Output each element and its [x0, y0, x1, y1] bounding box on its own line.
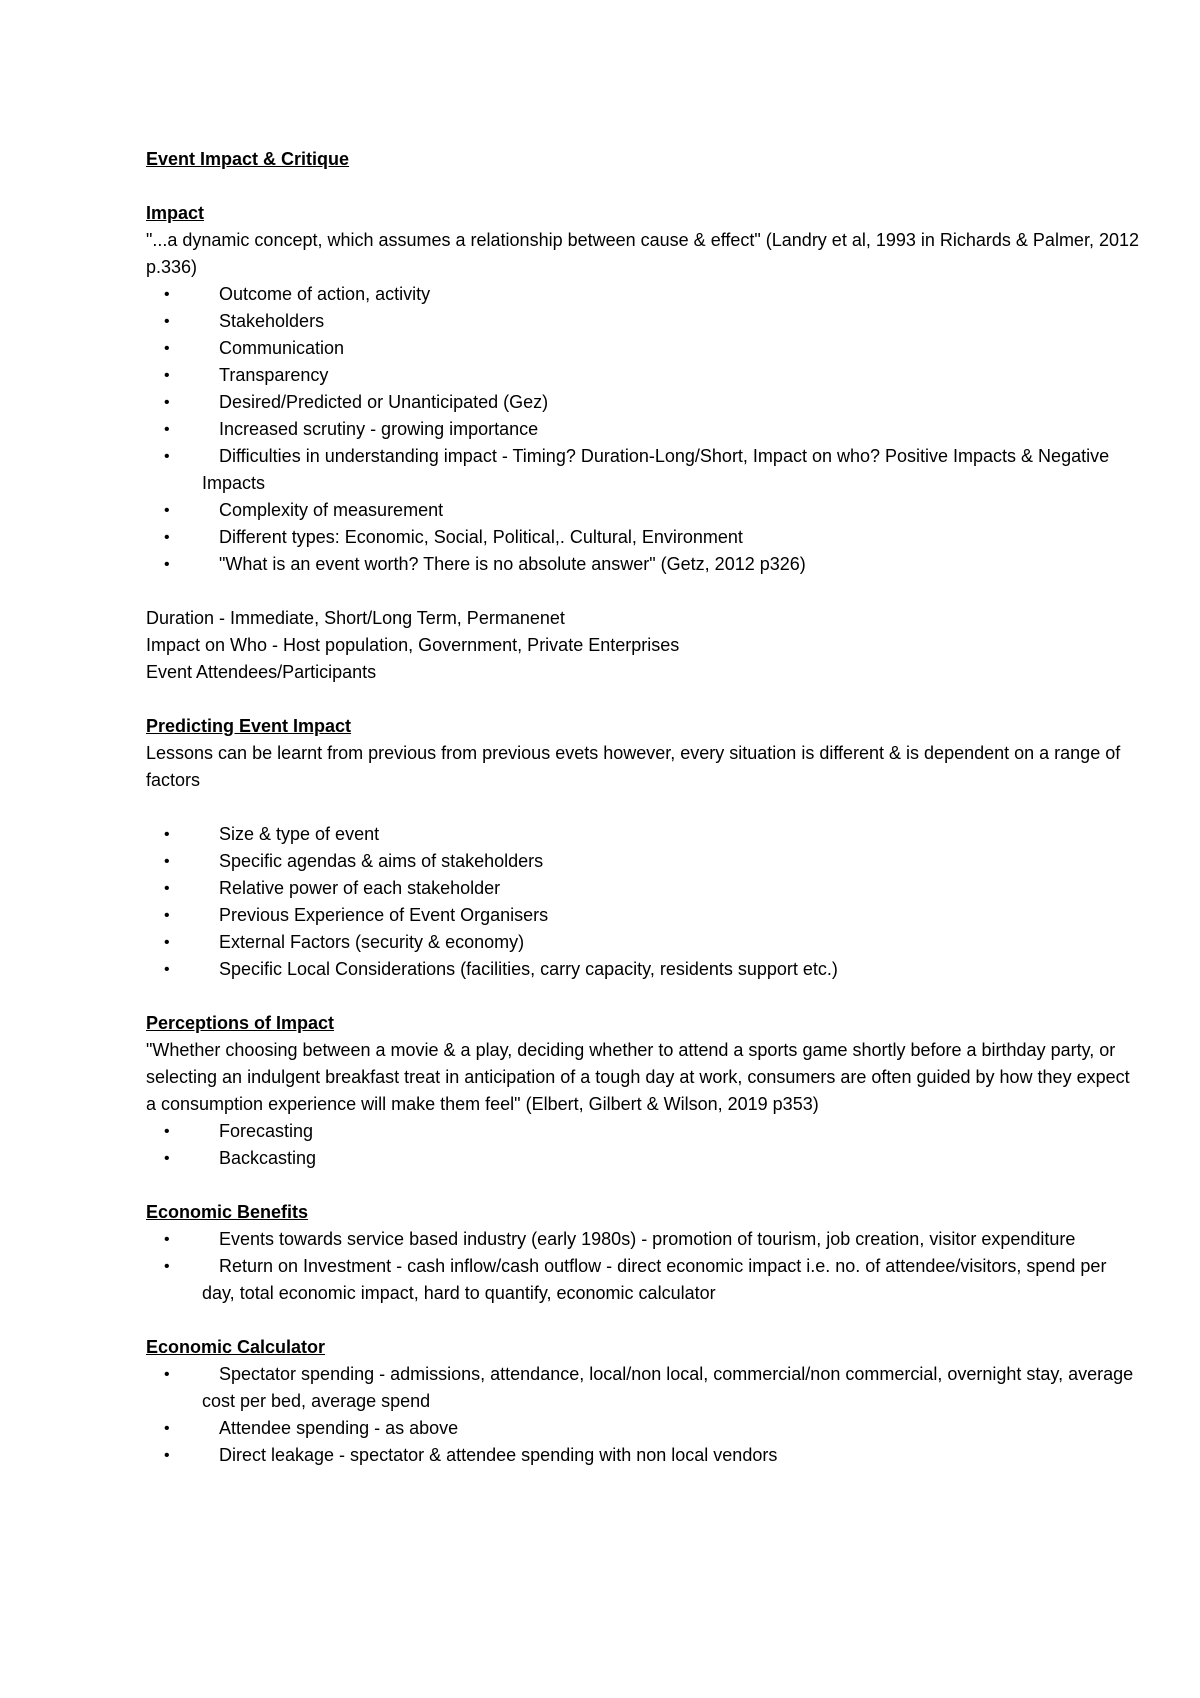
bullet-list-economic-benefits: [146, 1226, 1140, 1307]
section-paragraph: "...a dynamic concept, which assumes a relationship between cause & effect" (Landry et al, 1993 in Richards & Palmer, 2012 p.336): [146, 230, 1139, 277]
bullet-icon: •: [164, 502, 170, 519]
list-item: • Increased scrutiny - growing importance: [146, 416, 1140, 443]
bullet-icon: •: [164, 556, 170, 573]
list-item: • Direct leakage - spectator & attendee spending with non local vendors: [146, 1442, 1140, 1469]
list-item: • Desired/Predicted or Unanticipated (Gez): [146, 389, 1140, 416]
bullet-list-perceptions: [146, 1118, 1140, 1172]
list-item: • Specific agendas & aims of stakeholders: [146, 848, 1140, 875]
bullet-icon: •: [164, 313, 170, 330]
bullet-icon: •: [164, 826, 170, 843]
section-heading-perceptions-of-impact: Perceptions of Impact: [146, 1013, 335, 1033]
section-heading-economic-calculator: Economic Calculator: [146, 1337, 326, 1357]
bullet-icon: •: [164, 421, 170, 438]
list-item: • Size & type of event: [146, 821, 1140, 848]
bullet-icon: •: [164, 1231, 170, 1248]
list-item: • Return on Investment - cash inflow/cash outflow - direct economic impact i.e. no. of attendee/visitors, spend per day, total economic impact, hard to quantify, economic calculator: [146, 1253, 1140, 1307]
list-item: • "What is an event worth? There is no absolute answer" (Getz, 2012 p326): [146, 551, 1140, 578]
section-paragraph: "Whether choosing between a movie & a play, deciding whether to attend a sports game shortly before a birthday party, or selecting an indulgent breakfast treat in anticipation of a tough day at work, consumers are often guided by how they expect a consumption experience will make them feel" (Elbert, Gilbert & Wilson, 2019 p353): [146, 1040, 1130, 1114]
list-item: • Attendee spending - as above: [146, 1415, 1140, 1442]
bullet-icon: •: [164, 1123, 170, 1140]
bullet-list-predicting: [146, 821, 1140, 983]
list-item: • Spectator spending - admissions, attendance, local/non local, commercial/non commercial, overnight stay, average cost per bed, average spend: [146, 1361, 1140, 1415]
list-item: • Specific Local Considerations (facilities, carry capacity, residents support etc.): [146, 956, 1140, 983]
section-paragraph: Lessons can be learnt from previous from previous evets however, every situation is different & is dependent on a range of factors: [146, 743, 1121, 790]
list-item: • Communication: [146, 335, 1140, 362]
list-item: • Outcome of action, activity: [146, 281, 1140, 308]
bullet-list-impact: [146, 281, 1140, 578]
bullet-icon: •: [164, 529, 170, 546]
bullet-icon: •: [164, 340, 170, 357]
bullet-list-economic-calculator: [146, 1361, 1140, 1469]
bullet-icon: •: [164, 907, 170, 924]
bullet-icon: •: [164, 1150, 170, 1167]
bullet-icon: •: [164, 961, 170, 978]
list-item: • Stakeholders: [146, 308, 1140, 335]
bullet-icon: •: [164, 934, 170, 951]
section-heading-economic-benefits: Economic Benefits: [146, 1202, 309, 1222]
list-item: • External Factors (security & economy): [146, 929, 1140, 956]
list-item: • Previous Experience of Event Organisers: [146, 902, 1140, 929]
section-heading-impact: Impact: [146, 203, 205, 223]
bullet-icon: •: [164, 1420, 170, 1437]
list-item: • Different types: Economic, Social, Political,. Cultural, Environment: [146, 524, 1140, 551]
impact-on-who-line: Impact on Who - Host population, Government, Private Enterprises: [146, 635, 680, 655]
event-attendees-line: Event Attendees/Participants: [146, 662, 377, 682]
bullet-icon: •: [164, 1366, 170, 1383]
bullet-icon: •: [164, 448, 170, 465]
section-heading-predicting-event-impact: Predicting Event Impact: [146, 716, 352, 736]
bullet-icon: •: [164, 1258, 170, 1275]
list-item: • Difficulties in understanding impact - Timing? Duration-Long/Short, Impact on who? Positive Impacts & Negative Impacts: [146, 443, 1140, 497]
list-item: • Relative power of each stakeholder: [146, 875, 1140, 902]
bullet-icon: •: [164, 853, 170, 870]
bullet-icon: •: [164, 286, 170, 303]
bullet-icon: •: [164, 394, 170, 411]
list-item: • Backcasting: [146, 1145, 1140, 1172]
list-item: • Transparency: [146, 362, 1140, 389]
document-title: Event Impact & Critique: [146, 149, 350, 169]
duration-line: Duration - Immediate, Short/Long Term, Permanenet: [146, 608, 565, 628]
bullet-icon: •: [164, 1447, 170, 1464]
list-item: • Events towards service based industry (early 1980s) - promotion of tourism, job creation, visitor expenditure: [146, 1226, 1140, 1253]
list-item: • Complexity of measurement: [146, 497, 1140, 524]
list-item: • Forecasting: [146, 1118, 1140, 1145]
bullet-icon: •: [164, 367, 170, 384]
bullet-icon: •: [164, 880, 170, 897]
